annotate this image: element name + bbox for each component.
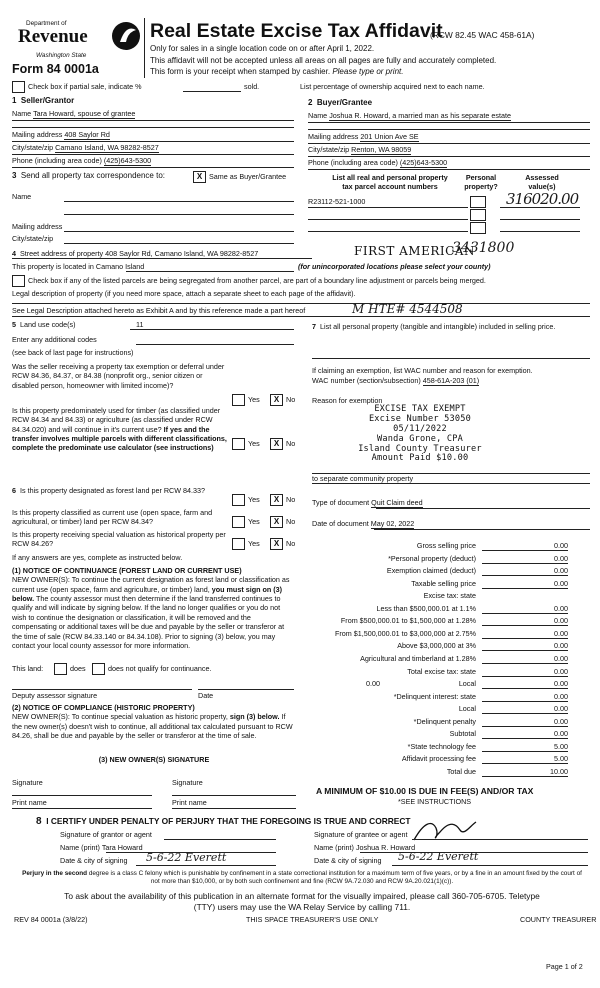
seller-city-label: City/state/zip	[12, 143, 54, 152]
seller-name-label: Name	[12, 109, 32, 118]
tax-row-label: Excise tax: state	[423, 591, 476, 600]
tax-row-label: *Personal property (deduct)	[388, 554, 476, 563]
tax-row-label: Exemption claimed (deduct)	[386, 566, 476, 575]
tax-row-label: Local	[458, 679, 476, 688]
assessor-date-field[interactable]	[198, 689, 294, 690]
tax-row-value[interactable]: 0.00	[482, 554, 568, 564]
stamp-line: Wanda Grone, CPA	[377, 433, 463, 444]
segregated-checkbox[interactable]	[12, 275, 25, 287]
personal-property-label: List all personal property (tangible and intangible) included in selling price.	[320, 322, 556, 331]
perjury-bold: Perjury in the second	[22, 870, 88, 877]
grantee-signature-field[interactable]	[412, 839, 588, 840]
notice-compliance-heading: (2) NOTICE OF COMPLIANCE (HISTORIC PROPERTY)	[12, 703, 195, 712]
grantee-signature-scribble	[410, 818, 480, 844]
grantor-signature-field[interactable]	[164, 839, 276, 840]
owner-signature-field-2[interactable]	[172, 795, 296, 796]
assessed-value-head: Assessed value(s)	[525, 173, 559, 192]
notice-compliance-b: sign (3) below.	[229, 712, 280, 722]
buyer-city[interactable]: Renton, WA 98059	[351, 145, 412, 154]
stamp-line: Excise Number 53050	[368, 413, 472, 424]
alt-format-line-1: To ask about the availability of this publication in an alternate format for the visually impaired, please call 360-705-6705. Teletype	[64, 891, 540, 901]
does-label: does	[70, 664, 86, 673]
legal-description-label: Legal description of property (if you need more space, attach a separate sheet to each page of the affidavit).	[12, 289, 356, 298]
not-qualify-label: does not qualify for continuance.	[108, 664, 212, 673]
unincorporated-note: (for unincorporated locations please select your county)	[298, 262, 491, 271]
corr-city-field[interactable]	[64, 243, 294, 244]
corr-city-label: City/state/zip	[12, 234, 54, 243]
wac-value[interactable]: 458-61A-203 (01)	[422, 376, 480, 385]
tax-row-label: Above $3,000,000 at 3%	[397, 641, 476, 650]
seller-mail[interactable]: 408 Saylor Rd	[64, 130, 110, 139]
additional-codes-field[interactable]	[136, 344, 294, 345]
historic-no-label: No	[286, 539, 296, 548]
ownership-note: List percentage of ownership acquired next to each name.	[300, 82, 485, 91]
historic-yes-checkbox[interactable]	[232, 538, 245, 550]
located-value[interactable]: Camano Island	[95, 262, 145, 271]
stamp-line: Amount Paid $10.00	[371, 453, 469, 464]
exemption-no-label: No	[286, 395, 296, 404]
street-num: 4	[12, 249, 16, 258]
buyer-phone[interactable]: (425)643-5300	[399, 158, 448, 167]
tax-row-value[interactable]: 0.00	[482, 641, 568, 651]
seller-name[interactable]: Tara Howard, spouse of grantee	[33, 109, 136, 118]
land-num: 5	[12, 320, 16, 329]
current-use-no-checkbox[interactable]: X	[270, 516, 283, 528]
tax-row-label: *Delinquent interest: state	[393, 692, 476, 701]
seller-city[interactable]: Camano Island, WA 98282-8527	[55, 143, 159, 152]
legal-description-value[interactable]: See Legal Description attached hereto as Exhibit A and by this reference made a part hereof	[12, 306, 306, 315]
owner-signature-field-1[interactable]	[12, 795, 152, 796]
tax-row-label: Agricultural and timberland at 1.28%	[360, 654, 476, 663]
tax-row-value[interactable]: 0.00	[482, 692, 568, 702]
assessor-date-label: Date	[198, 691, 214, 700]
grantee-signature-label: Signature of grantee or agent	[314, 830, 408, 839]
exemption-yes-checkbox[interactable]	[232, 394, 245, 406]
tax-row-label: Subtotal	[449, 729, 476, 738]
owner-print-name-field-2[interactable]	[172, 808, 296, 809]
tax-row-value[interactable]: 0.00	[482, 729, 568, 739]
partial-sale-checkbox[interactable]	[12, 81, 25, 93]
see-instructions-note: *SEE INSTRUCTIONS	[398, 797, 472, 806]
segregated-label: Check box if any of the listed parcels are being segregated from another parcel, are part of a boundary line adjustment or parcels being merged.	[28, 276, 486, 285]
stamp-line: EXCISE TAX EXEMPT	[374, 404, 466, 414]
header-divider	[144, 18, 145, 78]
current-use-yes-checkbox[interactable]	[232, 516, 245, 528]
grantee-name-label: Name (print)	[314, 843, 354, 852]
personal-property-checkbox-2[interactable]	[470, 209, 486, 221]
minimum-fee-note: A MINIMUM OF $10.00 IS DUE IN FEE(S) AND/OR TAX	[316, 786, 534, 796]
tax-row-label: Total excise tax: state	[407, 667, 476, 676]
revenue-logo-mark-icon	[110, 20, 142, 52]
correspondence-num: 3	[12, 171, 17, 180]
tax-row-label: *Delinquent penalty	[413, 717, 476, 726]
subtitle-2: This affidavit will not be accepted unless all areas on all pages are fully and accurately completed.	[150, 56, 497, 65]
new-owner-signature-heading: (3) NEW OWNER(S) SIGNATURE	[98, 755, 210, 764]
personal-property-head: Personal property?	[464, 173, 498, 192]
tax-row-value[interactable]: 0.00	[482, 616, 568, 626]
sold-label: sold.	[244, 82, 260, 91]
street-value[interactable]: 408 Saylor Rd, Camano Island, WA 98282-8527	[105, 249, 259, 258]
doc-date-label: Date of document	[312, 519, 369, 528]
forest-no-label: No	[286, 495, 296, 504]
this-land-label: This land:	[12, 664, 44, 673]
grantee-date-label: Date & city of signing	[314, 856, 382, 865]
parcel-head-1: List all real and personal property	[332, 173, 448, 182]
buyer-mail-label: Mailing address	[308, 132, 359, 141]
personal-property-checkbox-3[interactable]	[470, 222, 486, 234]
alt-format-line-2: (TTY) users may use the WA Relay Service by calling 711.	[193, 901, 411, 912]
buyer-city-label: City/state/zip	[308, 145, 350, 154]
forest-num: 6	[12, 486, 16, 495]
seller-num: 1	[12, 96, 17, 105]
seller-phone-label: Phone (including area code)	[12, 156, 102, 165]
forest-yes-checkbox[interactable]	[232, 494, 245, 506]
certify-heading: I CERTIFY UNDER PENALTY OF PERJURY THAT THE FOREGOING IS TRUE AND CORRECT	[46, 816, 411, 826]
rcw-reference: (RCW 82.45 WAC 458-61A)	[430, 30, 535, 40]
perjury-text: degree is a class C felony which is punishable by confinement in a state correctional institution for a maximum term of five years, or by a fine in an amount fixed by the court of not more than $10,000, or by both such confinement and fine (RCW 9A.72.030 and RCW 9A.20.021(1)(c)).	[88, 870, 582, 885]
stamp-line: Island County Treasurer	[358, 443, 482, 454]
page-title: Real Estate Excise Tax Affidavit	[150, 20, 443, 42]
buyer-heading: Buyer/Grantee	[316, 98, 373, 107]
does-not-qualify-checkbox[interactable]	[92, 663, 105, 675]
additional-codes-label: Enter any additional codes	[12, 335, 97, 344]
treasurer-use-only: THIS SPACE TREASURER'S USE ONLY	[246, 915, 379, 924]
tax-row-value[interactable]: 5.00	[482, 754, 568, 764]
wac-label: WAC number (section/subsection)	[312, 376, 421, 385]
corr-mail-field[interactable]	[64, 231, 294, 232]
historic-yes-label: Yes	[248, 539, 260, 548]
tax-row-value[interactable]: 0.00	[482, 679, 568, 689]
legal-handwritten: M HTE# 4544508	[352, 302, 463, 316]
grantor-date-label: Date & city of signing	[60, 856, 128, 865]
reason-label: Reason for exemption	[312, 396, 383, 405]
forest-no-checkbox[interactable]: X	[270, 494, 283, 506]
county-treasurer-label: COUNTY TREASURER	[520, 915, 597, 924]
subtitle-1: Only for sales in a single location code on or after April 1, 2022.	[150, 44, 375, 53]
doc-type-label: Type of document	[312, 498, 370, 507]
revision-label: REV 84 0001a (3/8/22)	[14, 915, 88, 924]
tax-row-label: Affidavit processing fee	[401, 754, 476, 763]
reason-value[interactable]: to separate community property	[312, 474, 414, 483]
tax-row-value[interactable]: 0.00	[482, 579, 568, 589]
timber-yes-checkbox[interactable]	[232, 438, 245, 450]
timber-yes-label: Yes	[248, 439, 260, 448]
buyer-mail[interactable]: 201 Union Ave SE	[360, 132, 419, 141]
current-use-yes-label: Yes	[248, 517, 260, 526]
timber-question: Is this property predominately used for timber (as classified under RCW 84.34 and 84.33) or agriculture (as classified under RCW 84.34.020) and will continue in it's current use?	[12, 406, 221, 434]
same-as-buyer-label: Same as Buyer/Grantee	[209, 172, 287, 181]
tax-row-value[interactable]: 0.00	[482, 629, 568, 639]
current-use-no-label: No	[286, 517, 296, 526]
tax-row-value[interactable]: 0.00	[482, 704, 568, 714]
exemption-instructions: If claiming an exemption, list WAC number and reason for exemption.	[312, 366, 533, 375]
dept-brand: Revenue	[18, 26, 88, 47]
tax-row-value[interactable]: 0.00	[482, 566, 568, 576]
buyer-name-label: Name	[308, 111, 328, 120]
personal-property-checkbox-1[interactable]	[470, 196, 486, 208]
notice-compliance-c: If the new owner(s) doesn't wish to continue, all additional tax calculated pursuant to RCW 84.26, shall be due and payable by the seller or transferor at the time of sale.	[12, 712, 293, 741]
street-label: Street address of property	[20, 249, 104, 258]
stamp-line: 05/11/2022	[393, 423, 447, 434]
grantee-date-handwritten[interactable]: 5-6-22 Everett	[398, 850, 479, 863]
doc-date-value[interactable]: May 02, 2022	[370, 519, 415, 528]
tax-row-label: From $1,500,000.01 to $3,000,000 at 2.75%	[334, 629, 476, 638]
grantor-signature-label: Signature of grantor or agent	[60, 830, 152, 839]
buyer-name[interactable]: Joshua R. Howard, a married man as his separate estate	[329, 111, 511, 120]
tax-row-label: Taxable selling price	[411, 579, 476, 588]
certify-num: 8	[36, 816, 42, 827]
seller-phone[interactable]: (425)643-5300	[103, 156, 152, 165]
tax-row-label: From $500,000.01 to $1,500,000 at 1.28%	[340, 616, 476, 625]
form-number: Form 84 0001a	[12, 62, 99, 76]
tax-row-value[interactable]: 5.00	[482, 742, 568, 752]
assessed-value-handwritten: 316020.00	[506, 190, 579, 208]
buyer-num: 2	[308, 98, 313, 107]
located-label: This property is located in	[12, 262, 94, 271]
owner-print-name-field-1[interactable]	[12, 808, 152, 809]
timber-no-checkbox[interactable]: X	[270, 438, 283, 450]
see-back-note: (see back of last page for instructions)	[12, 348, 134, 357]
dept-line1: Department of	[26, 20, 67, 27]
notice-continuance-b: you must sign on (3) below.	[12, 584, 283, 604]
notice-compliance-a: NEW OWNER(S): To continue special valuation as historic property,	[12, 712, 228, 722]
notice-continuance-c: The county assessor must then determine if the land transferred continues to qualify and will indicate by signing below. If the land no longer qualifies or you do not wish to continue the designation or classification, it will be removed and the compensating or additional taxes will be due and payable by the seller or transferor at the time of sale (RCW 84.33.140 or 84.34.108). Prior to signing (3) below, you may contact your local county assessor for more information.	[12, 594, 285, 650]
tax-row-label: Total due	[446, 767, 476, 776]
personal-property-num: 7	[312, 322, 316, 331]
tax-row-value[interactable]: 0.00	[482, 717, 568, 727]
buyer-phone-label: Phone (including area code)	[308, 158, 398, 167]
assessor-signature-field[interactable]	[12, 689, 192, 690]
timber-question-bold: If yes and the transfer involves multiple parcels with different classifications, complete the predominate use calculator (see instructions)	[12, 424, 227, 453]
seller-heading: Seller/Grantor	[20, 96, 75, 105]
land-code-label: Land use code(s)	[20, 320, 76, 329]
grantee-name[interactable]: Joshua R. Howard	[355, 843, 416, 852]
doc-type-value[interactable]: Quit Claim deed	[371, 498, 423, 507]
grantor-date-handwritten[interactable]: 5-6-22 Everett	[146, 851, 227, 864]
tax-row-value[interactable]: 0.00	[482, 604, 568, 614]
notice-continuance-heading: (1) NOTICE OF CONTINUANCE (FOREST LAND OR CURRENT USE)	[12, 566, 242, 575]
tax-row-label: Local	[458, 704, 476, 713]
seller-mail-label: Mailing address	[12, 130, 63, 139]
assessor-signature-label: Deputy assessor signature	[12, 691, 98, 700]
correspondence-label: Send all property tax correspondence to:	[20, 171, 165, 180]
if-any-yes-note: If any answers are yes, complete as instructed below.	[12, 553, 183, 562]
personal-property-field[interactable]	[312, 358, 590, 359]
revenue-logo	[8, 12, 144, 62]
parcel-number[interactable]: R23112-521-1000	[308, 197, 366, 206]
same-as-buyer-checkbox[interactable]: X	[193, 171, 206, 183]
exemption-question: Was the seller receiving a property tax exemption or deferral under RCW 84.36, 84.37, or 84.38 (nonprofit org., senior citizen or disabled person, homeowner with limited income)?	[12, 362, 225, 390]
does-qualify-checkbox[interactable]	[54, 663, 67, 675]
forest-question: Is this property designated as forest land per RCW 84.33?	[20, 486, 205, 495]
corr-name-label: Name	[12, 192, 32, 201]
tax-row-local-left-value[interactable]: 0.00	[366, 679, 380, 688]
tax-row-label: Gross selling price	[416, 541, 476, 550]
corr-name-field[interactable]	[64, 201, 294, 202]
type-or-print: Please type or print.	[332, 67, 404, 76]
tax-row-value[interactable]: 0.00	[482, 667, 568, 677]
excise-tax-exempt-stamp	[350, 405, 490, 464]
partial-sale-label: Check box if partial sale, indicate %	[28, 82, 142, 91]
tax-row-value[interactable]: 0.00	[482, 654, 568, 664]
owner-print-name-label-1: Print name	[12, 798, 47, 807]
page-number: Page 1 of 2	[546, 962, 583, 971]
owner-signature-label-2: Signature	[172, 778, 203, 787]
forest-yes-label: Yes	[248, 495, 260, 504]
tax-row-value[interactable]: 10.00	[482, 767, 568, 777]
first-american-stamp: FIRST AMERICAN	[354, 244, 475, 258]
grantor-name[interactable]: Tara Howard	[101, 843, 143, 852]
timber-no-label: No	[286, 439, 296, 448]
tax-row-label: *State technology fee	[407, 742, 476, 751]
notice-continuance-a: NEW OWNER(S): To continue the current designation as forest land or classification as current use (open space, farm and agriculture, or timber) land,	[12, 575, 290, 594]
exemption-no-checkbox[interactable]: X	[270, 394, 283, 406]
dept-line2: Washington State	[36, 52, 87, 59]
partial-sale-field[interactable]	[183, 91, 241, 92]
tax-row-value[interactable]: 0.00	[482, 541, 568, 551]
parcel-head-2: tax parcel account numbers	[342, 182, 438, 192]
grantor-name-label: Name (print)	[60, 843, 100, 852]
current-use-question: Is this property classified as current use (open space, farm and agricultural, or timber) land per RCW 84.34?	[12, 508, 213, 527]
tax-row-label: Less than $500,000.01 at 1.1%	[376, 604, 476, 613]
historic-no-checkbox[interactable]: X	[270, 538, 283, 550]
exemption-yes-label: Yes	[248, 395, 260, 404]
historic-question: Is this property receiving special valuation as historical property per RCW 84.26?	[12, 530, 226, 549]
corr-mail-label: Mailing address	[12, 222, 63, 231]
land-code-value[interactable]: 11	[136, 320, 144, 329]
owner-signature-label-1: Signature	[12, 778, 43, 787]
subtitle-3: This form is your receipt when stamped by cashier.	[150, 67, 331, 76]
first-american-handwritten: 3431800	[452, 240, 515, 256]
owner-print-name-label-2: Print name	[172, 798, 207, 807]
